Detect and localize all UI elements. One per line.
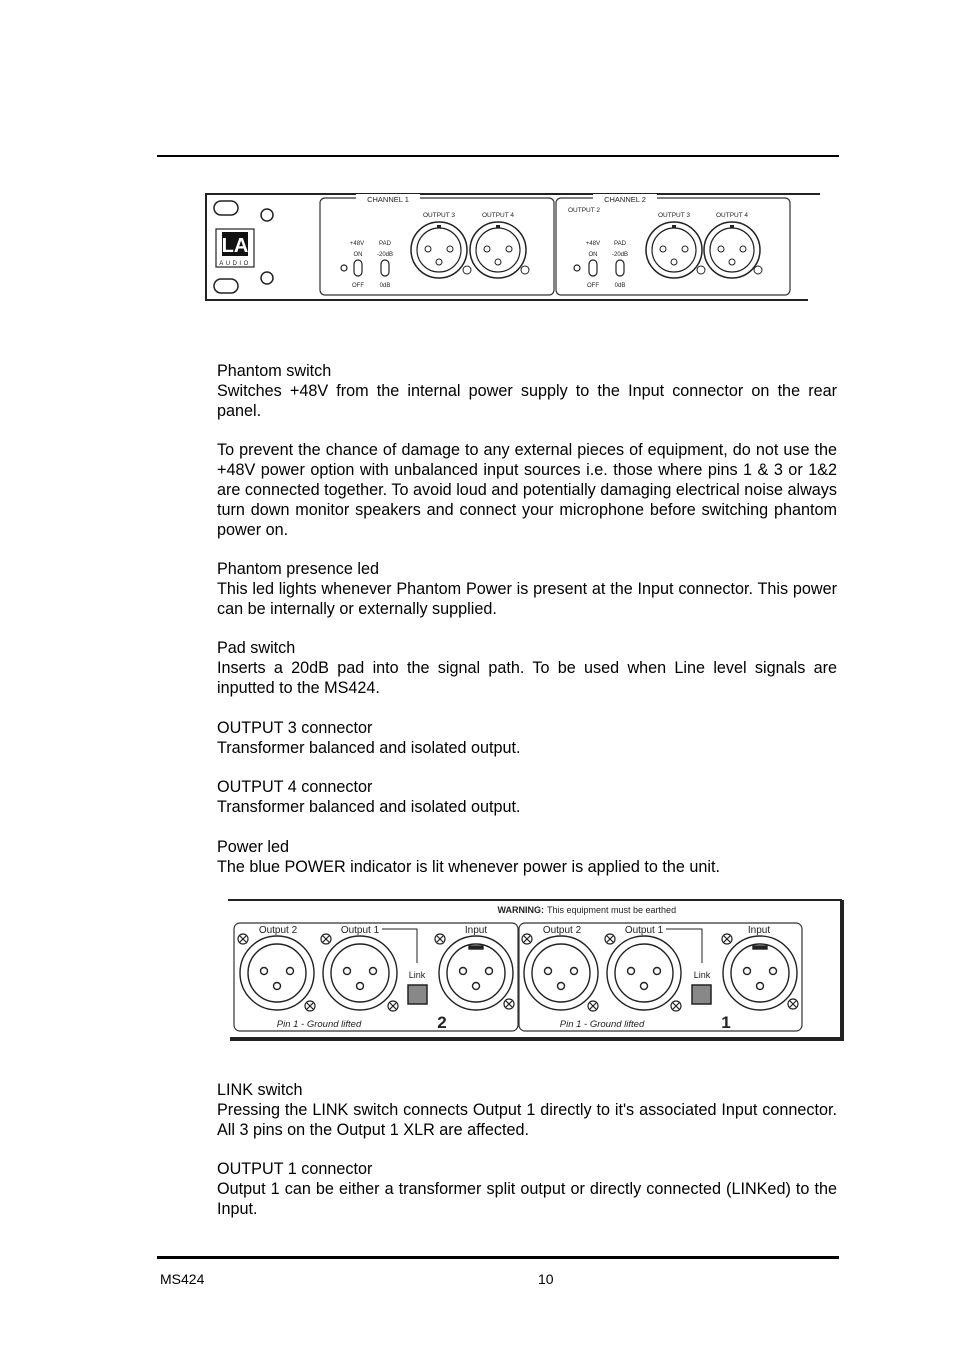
section-body: This led lights whenever Phantom Power is present at the Input connector. This power can be internally or externally supplied. — [217, 580, 837, 618]
svg-text:Output 1: Output 1 — [340, 925, 380, 936]
svg-text:OFF: OFF — [587, 283, 599, 289]
svg-text:PAD: PAD — [379, 241, 391, 247]
rear-panel-figure — [226, 897, 844, 1042]
power-led-section — [217, 837, 837, 877]
ch2-output1-xlr — [323, 936, 397, 1010]
svg-text:Link: Link — [693, 970, 711, 980]
section-heading: Phantom switch — [217, 362, 332, 380]
ch1-link-switch — [692, 985, 711, 1004]
output3-section — [217, 718, 837, 758]
section-body: Pressing the LINK switch connects Output 1 directly to it's associated Input connector. All 3 pins on the Output 1 XLR are affected. — [217, 1101, 837, 1139]
phantom-led-2 — [574, 265, 580, 271]
svg-text:PAD: PAD — [614, 241, 626, 247]
channel-2-number: 2 — [437, 1013, 447, 1032]
front-panel-figure — [204, 192, 822, 304]
svg-text:ON: ON — [588, 252, 598, 258]
section-heading: Pad switch — [217, 639, 296, 657]
ch1-output2-xlr — [524, 936, 598, 1010]
svg-text:ON: ON — [353, 252, 363, 258]
phantom-switch-1 — [354, 260, 362, 276]
ch2-output2-xlr — [240, 936, 314, 1010]
ch1-input-xlr — [723, 936, 797, 1010]
svg-text:Input: Input — [464, 925, 488, 936]
section-body: To prevent the chance of damage to any external pieces of equipment, do not use the +48V power option with unbalanced input sources i.e. those where pins 1 & 3 or 1&2 are connected together. To avoid loud and potentially damaging electrical noise always turn down monitor speakers and connect your microphone before switching phantom power on. — [217, 441, 837, 539]
ch1-output4-xlr — [470, 222, 529, 278]
section-heading: Power led — [217, 838, 289, 856]
link-switch-section — [217, 1080, 837, 1140]
svg-text:Input: Input — [747, 925, 771, 936]
pad-switch-1 — [381, 260, 389, 276]
phantom-switch-section — [217, 361, 837, 421]
output2-label: OUTPUT 2 — [567, 207, 601, 214]
pad-switch-section — [217, 638, 837, 698]
svg-text:Pin 1 - Ground lifted: Pin 1 - Ground lifted — [276, 1019, 362, 1030]
channel1-label: CHANNEL 1 — [367, 195, 409, 204]
logo-sub: AUDIO — [219, 261, 251, 267]
phantom-led-section — [217, 559, 837, 619]
svg-text:+48V: +48V — [585, 241, 601, 247]
ch1-output3-xlr — [411, 222, 471, 278]
channel2-label: CHANNEL 2 — [604, 195, 646, 204]
phantom-led-1 — [341, 265, 347, 271]
phantom-warning-section — [217, 440, 837, 540]
section-body: Output 1 can be either a transformer split output or directly connected (LINKed) to the Input. — [217, 1180, 837, 1218]
svg-text:OUTPUT 4: OUTPUT 4 — [481, 212, 515, 219]
section-heading: OUTPUT 3 connector — [217, 719, 373, 737]
header-rule — [157, 155, 839, 157]
section-body: Switches +48V from the internal power supply to the Input connector on the rear panel. — [217, 382, 837, 420]
page-number: 10 — [538, 1271, 554, 1287]
section-body: Transformer balanced and isolated output. — [217, 739, 521, 757]
la-audio-logo — [216, 229, 254, 267]
phantom-switch-2 — [589, 260, 597, 276]
svg-text:Output 1: Output 1 — [624, 925, 664, 936]
svg-text:+48V: +48V — [349, 241, 365, 247]
section-heading: OUTPUT 1 connector — [217, 1160, 373, 1178]
svg-text:-20dB: -20dB — [376, 252, 394, 258]
ch2-input-xlr — [439, 936, 513, 1010]
footer-rule — [157, 1256, 839, 1259]
mount-hole-top — [214, 201, 238, 215]
section-heading: OUTPUT 4 connector — [217, 778, 373, 796]
mount-hole-bottom — [214, 279, 238, 293]
screw-top — [261, 209, 273, 221]
warning-text: This equipment must be earthed — [547, 905, 677, 915]
svg-text:Pin 1 - Ground lifted: Pin 1 - Ground lifted — [559, 1019, 645, 1030]
section-heading: Phantom presence led — [217, 560, 379, 578]
svg-text:OFF: OFF — [352, 283, 364, 289]
section-heading: LINK switch — [217, 1081, 303, 1099]
svg-text:0dB: 0dB — [379, 283, 391, 289]
section-body: Transformer balanced and isolated output. — [217, 798, 521, 816]
ch1-output1-xlr — [607, 936, 681, 1010]
svg-text:Link: Link — [408, 970, 426, 980]
ch2-output4-xlr — [704, 222, 762, 278]
output4-section — [217, 777, 837, 817]
svg-text:OUTPUT 3: OUTPUT 3 — [422, 212, 456, 219]
svg-text:OUTPUT 4: OUTPUT 4 — [715, 212, 749, 219]
pad-switch-2 — [616, 260, 624, 276]
footer-model: MS424 — [160, 1271, 205, 1287]
svg-text:0dB: 0dB — [614, 283, 626, 289]
ch2-link-switch — [408, 985, 427, 1004]
output1-section — [217, 1159, 837, 1219]
screw-bottom — [261, 272, 273, 284]
ch2-output3-xlr — [646, 222, 705, 278]
svg-text:OUTPUT 3: OUTPUT 3 — [657, 212, 691, 219]
warning-label: WARNING: — [497, 905, 544, 915]
channel-1-number: 1 — [721, 1013, 731, 1032]
logo-text: LA — [221, 235, 249, 257]
svg-text:Output 2: Output 2 — [258, 925, 298, 936]
svg-text:Output 2: Output 2 — [542, 925, 582, 936]
svg-text:-20dB: -20dB — [611, 252, 629, 258]
section-body: The blue POWER indicator is lit whenever power is applied to the unit. — [217, 858, 720, 876]
section-body: Inserts a 20dB pad into the signal path. To be used when Line level signals are inputted to the MS424. — [217, 659, 837, 697]
